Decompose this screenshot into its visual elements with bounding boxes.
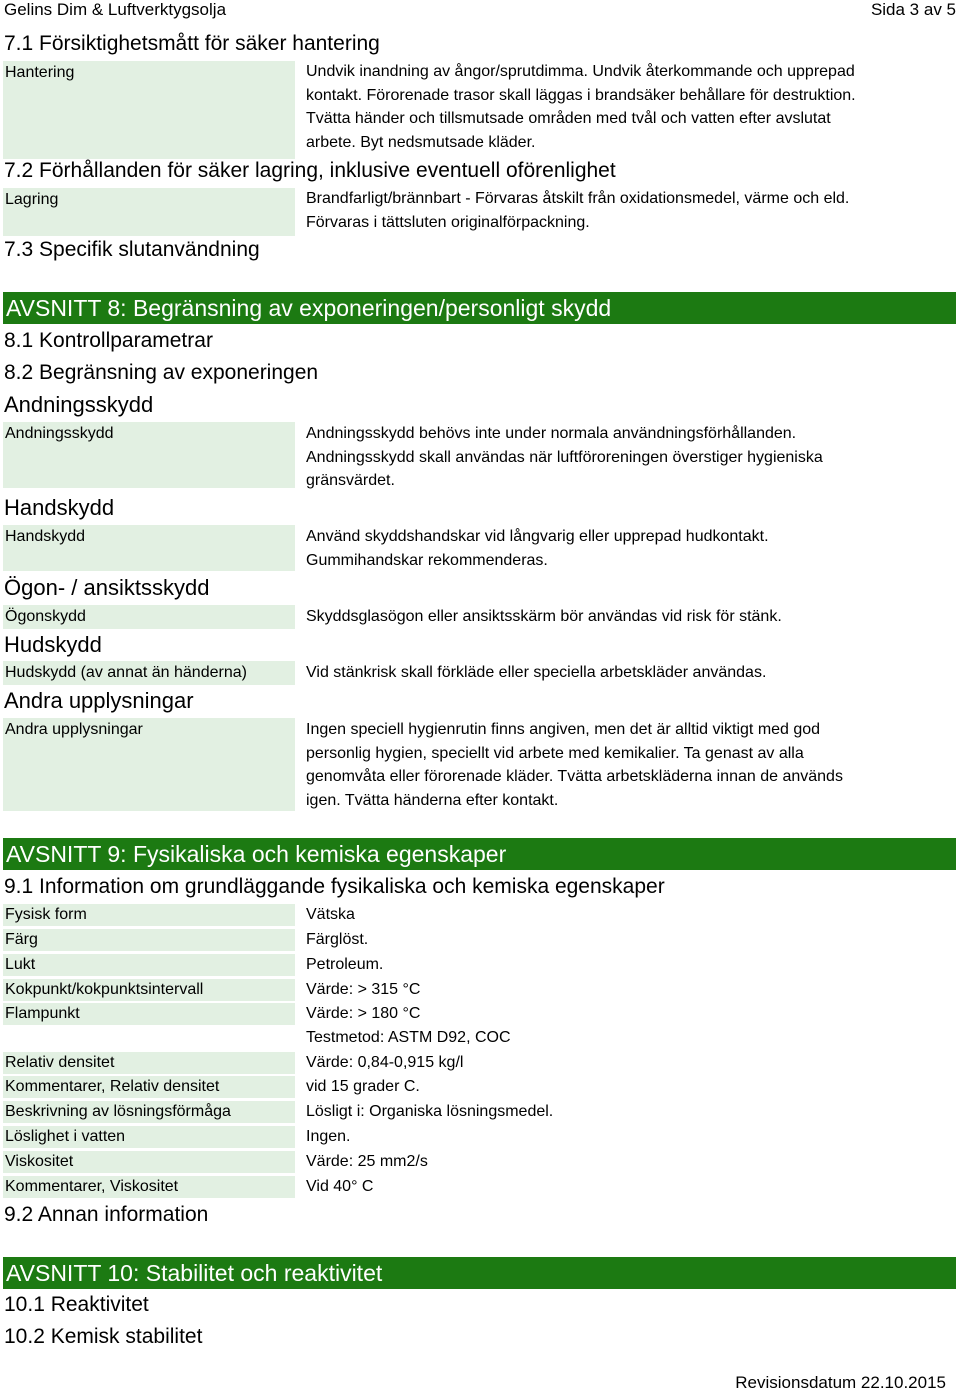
text-line: Ingen speciell hygienrutin finns angiven, men det är alltid viktigt med god — [306, 721, 821, 738]
property-label: Fysisk form — [3, 904, 295, 926]
revision-date: Revisionsdatum 22.10.2015 — [735, 1373, 946, 1392]
text-lagring — [306, 187, 946, 234]
text-hudskydd — [306, 661, 946, 685]
section-8-band: AVSNITT 8: Begränsning av exponeringen/personligt skydd — [3, 292, 956, 324]
document-title: Gelins Dim & Luftverktygsolja — [4, 0, 227, 19]
text-line: kontakt. Förorenade trasor skall läggas i brandsäker behållare för destruktion. — [306, 86, 856, 104]
heading-10-2: 10.2 Kemisk stabilitet — [4, 1325, 203, 1348]
label-hudskydd: Hudskydd (av annat än händerna) — [3, 661, 295, 685]
text-andningsskydd — [306, 422, 946, 493]
text-handskydd — [306, 525, 946, 572]
property-value: Vid 40° C — [306, 1178, 374, 1195]
heading-9-2: 9.2 Annan information — [4, 1203, 209, 1226]
text-line: Undvik inandning av ångor/sprutdimma. Undvik återkommande och upprepad — [306, 63, 855, 80]
property-value: Värde: 25 mm2/s — [306, 1153, 428, 1170]
heading-8-1: 8.1 Kontrollparametrar — [4, 329, 213, 352]
heading-handskydd: Handskydd — [4, 495, 115, 520]
property-label: Relativ densitet — [3, 1052, 295, 1074]
heading-7-2: 7.2 Förhållanden för säker lagring, inklusive eventuell oförenlighet — [4, 159, 616, 182]
text-line: genomvåta eller förorenade kläder. Tvätta arbetskläderna innan de används — [306, 768, 843, 785]
text-line: Vid stänkrisk skall förkläde eller speciella arbetskläder användas. — [306, 664, 767, 681]
text-hantering — [306, 60, 946, 154]
property-value: Vätska — [306, 906, 355, 923]
text-line: Andningsskydd skall användas när luftföroreningen överstiger hygieniska — [306, 448, 823, 466]
heading-ogon-ansiktsskydd: Ögon- / ansiktsskydd — [4, 575, 210, 600]
property-value: Färglöst. — [306, 931, 369, 948]
label-andra-upplysningar: Andra upplysningar — [3, 718, 295, 811]
text-line: igen. Tvätta händerna efter kontakt. — [306, 791, 559, 809]
property-value: Värde: > 315 °C — [306, 981, 421, 998]
heading-hudskydd: Hudskydd — [4, 632, 102, 657]
heading-andningsskydd: Andningsskydd — [4, 392, 154, 417]
property-label: Lukt — [3, 954, 295, 976]
label-andningsskydd: Andningsskydd — [3, 422, 295, 488]
label-ogonskydd: Ögonskydd — [3, 605, 295, 629]
text-ogonskydd — [306, 605, 946, 629]
property-value: Testmetod: ASTM D92, COC — [306, 1029, 511, 1046]
text-line: personlig hygien, speciellt vid arbete med kemikalier. Ta genast av alla — [306, 744, 804, 762]
property-label: Viskositet — [3, 1151, 295, 1173]
text-line: gränsvärdet. — [306, 472, 395, 489]
text-line: Gummihandskar rekommenderas. — [306, 551, 548, 569]
heading-9-1: 9.1 Information om grundläggande fysikaliska och kemiska egenskaper — [4, 875, 665, 898]
property-label: Kommentarer, Viskositet — [3, 1176, 295, 1198]
label-hantering: Hantering — [3, 61, 295, 159]
text-line: Använd skyddshandskar vid långvarig eller upprepad hudkontakt. — [306, 528, 769, 545]
property-value: Värde: > 180 °C — [306, 1005, 421, 1022]
property-value: Petroleum. — [306, 956, 384, 973]
section-9-band: AVSNITT 9: Fysikaliska och kemiska egenskaper — [3, 838, 956, 870]
text-line: Tvätta händer och tillsmutsade områden med tvål och vatten efter avslutat — [306, 110, 831, 127]
text-line: Förvaras i tättsluten originalförpackning. — [306, 213, 590, 231]
text-line: Andningsskydd behövs inte under normala användningsförhållanden. — [306, 425, 797, 442]
heading-10-1: 10.1 Reaktivitet — [4, 1293, 149, 1316]
text-andra-upplysningar — [306, 718, 946, 812]
heading-8-2: 8.2 Begränsning av exponeringen — [4, 361, 319, 384]
property-value: vid 15 grader C. — [306, 1078, 420, 1095]
heading-andra-upplysningar: Andra upplysningar — [4, 688, 194, 713]
property-label: Kokpunkt/kokpunktsintervall — [3, 979, 295, 1001]
page-number: Sida 3 av 5 — [870, 0, 956, 19]
label-lagring: Lagring — [3, 188, 295, 236]
heading-7-3: 7.3 Specifik slutanvändning — [4, 238, 260, 261]
property-label: Löslighet i vatten — [3, 1126, 295, 1148]
property-label: Beskrivning av lösningsförmåga — [3, 1101, 295, 1123]
section-10-band: AVSNITT 10: Stabilitet och reaktivitet — [3, 1257, 956, 1289]
property-label: Kommentarer, Relativ densitet — [3, 1076, 295, 1098]
property-label: Flampunkt — [3, 1003, 295, 1025]
property-value: Lösligt i: Organiska lösningsmedel. — [306, 1103, 554, 1120]
text-line: Skyddsglasögon eller ansiktsskärm bör användas vid risk för stänk. — [306, 608, 782, 625]
property-value: Värde: 0,84-0,915 kg/l — [306, 1054, 464, 1071]
text-line: arbete. Byt nedsmutsade kläder. — [306, 133, 536, 151]
heading-7-1: 7.1 Försiktighetsmått för säker hantering — [4, 32, 380, 55]
property-value: Ingen. — [306, 1128, 351, 1145]
text-line: Brandfarligt/brännbart - Förvaras åtskilt från oxidationsmedel, värme och eld. — [306, 190, 850, 207]
label-handskydd: Handskydd — [3, 525, 295, 571]
property-label: Färg — [3, 929, 295, 951]
